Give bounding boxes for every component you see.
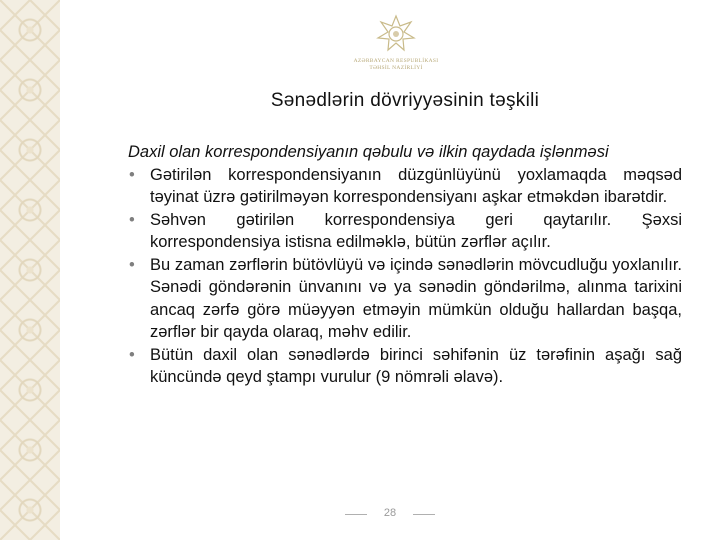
list-item-text: Səhvən gətirilən korrespondensiya geri qaytarılır. Şəxsi korrespondensiya istisna edilməklə, bütün zərflər açılır. — [150, 210, 682, 251]
footer-divider-left — [345, 514, 367, 515]
list-item-text: Gətirilən korrespondensiyanın düzgünlüyünü yoxlamaqda məqsəd təyinat üzrə gətirilməyən korrespondensiyanı aşkar etməkdən ibarətdir. — [150, 165, 682, 206]
bullet-icon: • — [129, 210, 135, 229]
section-subheading: Daxil olan korrespondensiyanın qəbulu və ilkin qaydada işlənməsi — [128, 143, 609, 161]
bullet-icon: • — [129, 345, 135, 364]
bullet-list — [128, 164, 682, 389]
page-number: 28 — [383, 507, 397, 519]
content-body — [128, 141, 682, 389]
list-item — [128, 254, 682, 344]
bullet-icon: • — [129, 165, 135, 184]
list-item-text: Bütün daxil olan sənədlərdə birinci səhifənin üz tərəfinin aşağı sağ küncündə qeyd ştampı vurulur (9 nömrəli əlavə). — [150, 345, 682, 386]
bullet-icon: • — [129, 255, 135, 274]
list-item — [128, 209, 682, 254]
emblem-text-line1: AZƏRBAYCAN RESPUBLİKASI — [353, 58, 439, 64]
list-item — [128, 344, 682, 389]
ornamental-border — [0, 0, 60, 540]
slide-title: Sənədlərin dövriyyəsinin təşkili — [270, 90, 540, 111]
ministry-emblem — [353, 14, 439, 72]
list-item-text: Bu zaman zərflərin bütövlüyü və içində sənədlərin mövcudluğu yoxlanılır. Sənədi göndərənin ünvanını və ya sənədin göndərilmə, alınma tarixini ancaq zərfə görə müəyyən etməyin mümkün olduğu hallardan başqa, zərflər bir qayda olaraq, məhv edilir. — [150, 255, 682, 341]
page-footer — [345, 507, 435, 521]
emblem-star-icon — [376, 14, 416, 54]
list-item — [128, 164, 682, 209]
emblem-text-line2: TƏHSİL NAZİRLİYİ — [369, 65, 423, 71]
footer-divider-right — [413, 514, 435, 515]
